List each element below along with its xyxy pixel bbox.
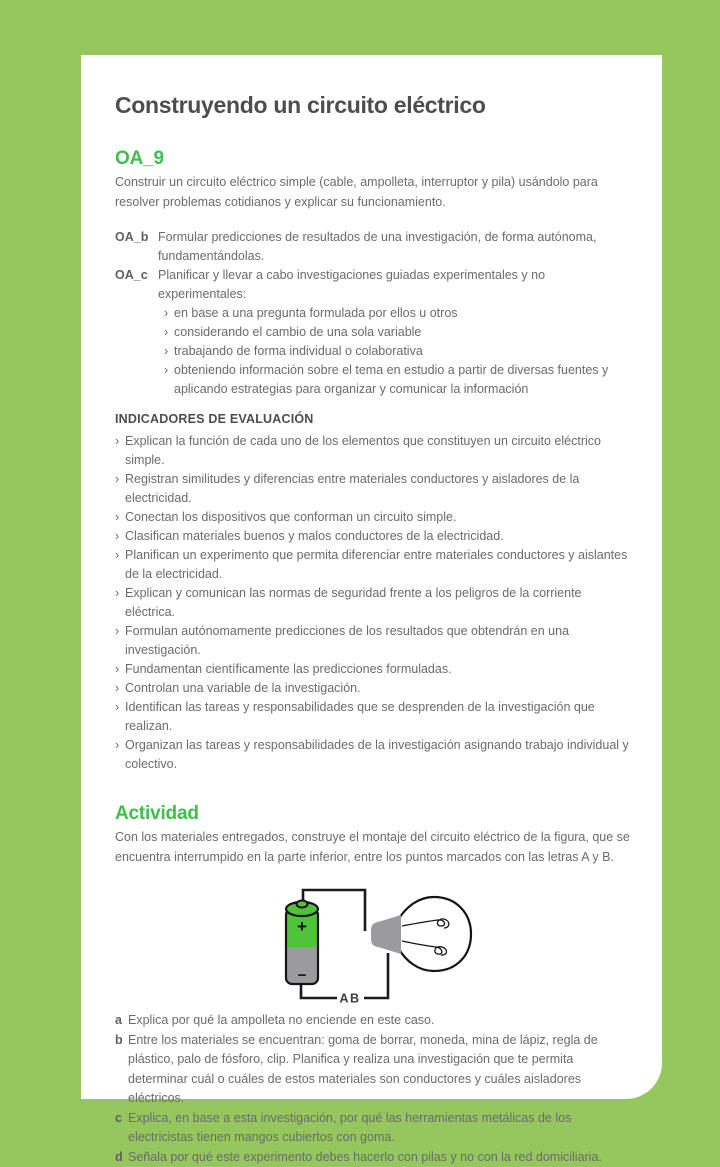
objective-text: Formular predicciones de resultados de una investigación, de forma autónoma, fundamentándolas. bbox=[158, 228, 630, 266]
chevron-bullet: › bbox=[115, 470, 125, 508]
activity-questions bbox=[115, 1011, 630, 1167]
circuit-figure bbox=[268, 881, 478, 1006]
objectives-list bbox=[115, 228, 630, 399]
indicator-text: Controlan una variable de la investigación. bbox=[125, 679, 630, 698]
battery-minus-sign: − bbox=[297, 967, 306, 984]
chevron-bullet: › bbox=[115, 546, 125, 584]
activity-heading: Actividad bbox=[115, 803, 630, 825]
chevron-bullet: › bbox=[115, 527, 125, 546]
bulb-glass bbox=[398, 897, 471, 971]
battery-positive-terminal bbox=[296, 901, 307, 908]
list-item bbox=[164, 361, 630, 399]
list-item bbox=[115, 508, 630, 527]
indicator-text: Identifican las tareas y responsabilidades que se desprenden de la investigación que realizan. bbox=[125, 698, 630, 736]
question-text: Entre los materiales se encuentran: goma de borrar, moneda, mina de lápiz, regla de plástico, palo de fósforo, clip. Planifica y realiza una investigación que te permita determinar cuál o cuáles de estos materiales son conductores y cuáles aisladores eléctricos. bbox=[128, 1031, 630, 1109]
chevron-bullet: › bbox=[164, 361, 174, 399]
oa9-description: Construir un circuito eléctrico simple (cable, ampolleta, interruptor y pila) usándolo para resolver problemas cotidianos y explicar su funcionamiento. bbox=[115, 173, 630, 212]
battery-plus-sign: + bbox=[297, 917, 307, 936]
list-item bbox=[115, 584, 630, 622]
question-text: Explica por qué la ampolleta no enciende en este caso. bbox=[128, 1011, 630, 1031]
list-item bbox=[115, 622, 630, 660]
list-item bbox=[115, 660, 630, 679]
chevron-bullet: › bbox=[164, 323, 174, 342]
activity-intro: Con los materiales entregados, construye el montaje del circuito eléctrico de la figura, que se encuentra interrumpido en la parte inferior, entre los puntos marcados con las letras A y B. bbox=[115, 828, 630, 867]
indicator-text: Organizan las tareas y responsabilidades de la investigación asignando trabajo individual y colectivo. bbox=[125, 736, 630, 774]
list-item bbox=[115, 679, 630, 698]
list-item bbox=[115, 470, 630, 508]
bullet-text: considerando el cambio de una sola variable bbox=[174, 323, 630, 342]
indicator-text: Formulan autónomamente predicciones de los resultados que obtendrán en una investigación. bbox=[125, 622, 630, 660]
question-label: b bbox=[115, 1031, 128, 1109]
bullet-text: obteniendo información sobre el tema en estudio a partir de diversas fuentes y aplicando estrategias para organizar y comunicar la información bbox=[174, 361, 630, 399]
chevron-bullet: › bbox=[115, 660, 125, 679]
indicator-text: Planifican un experimento que permita diferenciar entre materiales conductores y aislantes de la electricidad. bbox=[125, 546, 630, 584]
question-text: Explica, en base a esta investigación, por qué las herramientas metálicas de los electricistas tienen mangos cubiertos con goma. bbox=[128, 1109, 630, 1148]
objective-row-oab bbox=[115, 228, 630, 266]
question-text: Señala por qué este experimento debes hacerlo con pilas y no con la red domiciliaria. bbox=[128, 1148, 630, 1167]
indicators-list bbox=[115, 432, 630, 774]
chevron-bullet: › bbox=[115, 622, 125, 660]
chevron-bullet: › bbox=[115, 508, 125, 527]
chevron-bullet: › bbox=[115, 679, 125, 698]
list-item bbox=[164, 304, 630, 323]
circuit-diagram-svg bbox=[268, 881, 478, 1006]
list-item bbox=[115, 736, 630, 774]
question-label: c bbox=[115, 1109, 128, 1148]
list-item bbox=[115, 546, 630, 584]
oac-bullet-list bbox=[115, 304, 630, 399]
chevron-bullet: › bbox=[115, 736, 125, 774]
list-item bbox=[115, 698, 630, 736]
light-bulb-icon bbox=[371, 897, 471, 971]
chevron-bullet: › bbox=[115, 584, 125, 622]
gap-label-ab: AB bbox=[339, 992, 360, 1006]
objective-code: OA_b bbox=[115, 228, 158, 266]
question-row-d bbox=[115, 1148, 630, 1167]
chevron-bullet: › bbox=[164, 342, 174, 361]
question-row-b bbox=[115, 1031, 630, 1109]
bulb-base bbox=[371, 915, 401, 954]
bullet-text: en base a una pregunta formulada por ellos u otros bbox=[174, 304, 630, 323]
list-item bbox=[115, 432, 630, 470]
question-row-c bbox=[115, 1109, 630, 1148]
chevron-bullet: › bbox=[115, 698, 125, 736]
indicator-text: Fundamentan científicamente las predicciones formuladas. bbox=[125, 660, 630, 679]
objective-text: Planificar y llevar a cabo investigaciones guiadas experimentales y no experimentales: bbox=[158, 266, 630, 304]
indicator-text: Clasifican materiales buenos y malos conductores de la electricidad. bbox=[125, 527, 630, 546]
objective-row-oac bbox=[115, 266, 630, 304]
chevron-bullet: › bbox=[164, 304, 174, 323]
oa9-heading: OA_9 bbox=[115, 148, 630, 170]
list-item bbox=[164, 323, 630, 342]
battery-icon bbox=[286, 901, 318, 985]
wire-bottom-right bbox=[364, 953, 388, 998]
list-item bbox=[115, 527, 630, 546]
indicator-text: Explican y comunican las normas de seguridad frente a los peligros de la corriente eléctrica. bbox=[125, 584, 630, 622]
indicators-heading: INDICADORES DE EVALUACIÓN bbox=[115, 411, 630, 427]
objective-code: OA_c bbox=[115, 266, 158, 304]
question-label: d bbox=[115, 1148, 128, 1167]
indicator-text: Explican la función de cada uno de los elementos que constituyen un circuito eléctrico simple. bbox=[125, 432, 630, 470]
indicator-text: Conectan los dispositivos que conforman un circuito simple. bbox=[125, 508, 630, 527]
bullet-text: trabajando de forma individual o colaborativa bbox=[174, 342, 630, 361]
page-title: Construyendo un circuito eléctrico bbox=[115, 92, 630, 119]
question-row-a bbox=[115, 1011, 630, 1031]
worksheet-page bbox=[81, 55, 662, 1099]
list-item bbox=[164, 342, 630, 361]
indicator-text: Registran similitudes y diferencias entre materiales conductores y aisladores de la electricidad. bbox=[125, 470, 630, 508]
chevron-bullet: › bbox=[115, 432, 125, 470]
question-label: a bbox=[115, 1011, 128, 1031]
